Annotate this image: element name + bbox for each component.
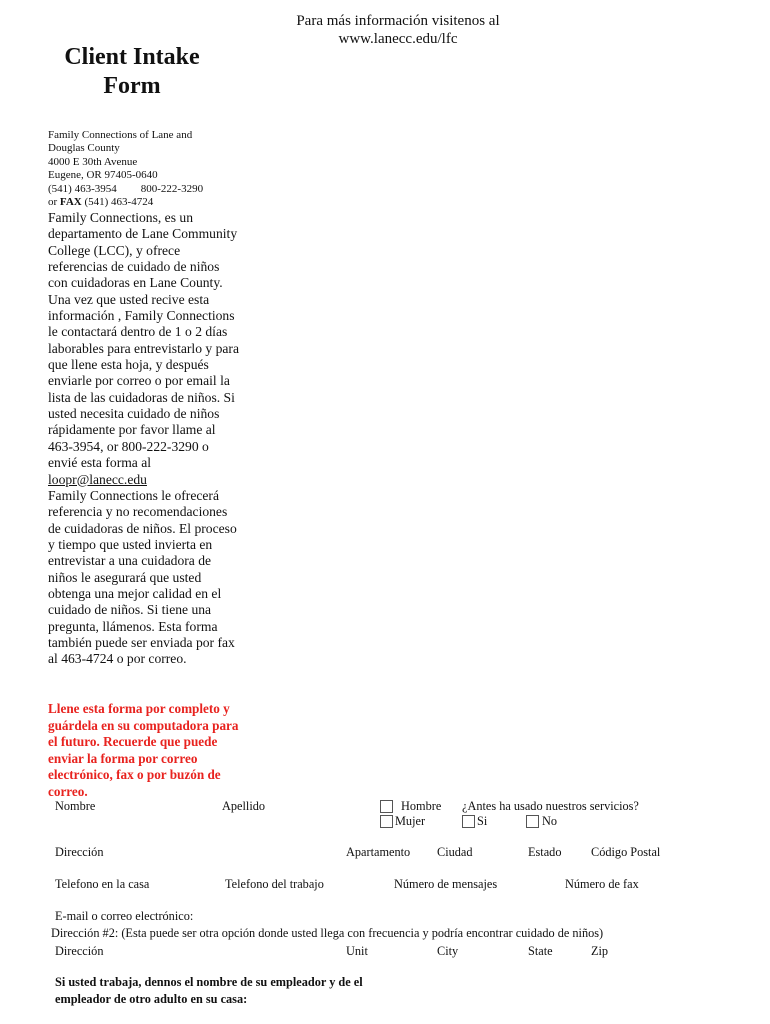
form-title	[48, 43, 216, 101]
fax-label: FAX	[59, 196, 82, 209]
estado-label: Estado	[528, 845, 562, 859]
address-line: Douglas County	[48, 142, 120, 155]
si-label: Si	[477, 814, 488, 828]
direccion-label: Dirección	[55, 845, 104, 859]
address-line: 4000 E 30th Avenue	[48, 155, 138, 168]
address-block	[48, 129, 248, 209]
info-line: Para más información visitenos al	[296, 13, 500, 29]
tollfree-number: 800-222-3290	[140, 182, 204, 195]
fax-number: (541) 463-4724	[84, 196, 154, 209]
intro-paragraph: Family Connections le ofrecerá referencia y no recomendaciones de cuidadoras de niños. El proceso y tiempo que usted invierta en entrevistar a una cuidadora de niños le asegurará que usted obtenga una mejor calidad en el cuidado de niños. Si tiene una pregunta, llámenos. Esta forma también puede ser enviada por fax al 463-4724 o por correo.	[48, 487, 237, 667]
apartamento-label: Apartamento	[346, 845, 411, 859]
ciudad-label: Ciudad	[437, 845, 473, 859]
phone-line	[48, 183, 248, 196]
email-link[interactable]: loopr@lanecc.edu	[48, 471, 147, 487]
website-info	[230, 12, 566, 48]
no-checkbox[interactable]	[526, 815, 539, 828]
zip-label: Zip	[591, 944, 609, 958]
fax-line	[48, 196, 248, 209]
fax-prefix: or	[48, 196, 58, 209]
employer-question: Si usted trabaja, dennos el nombre de su empleador y de el empleador de otro adulto en su casa:	[55, 975, 363, 1006]
form-title-line2: Form	[103, 73, 161, 99]
address-line: Family Connections of Lane and	[48, 129, 193, 141]
address-line: Eugene, OR 97405-0640	[48, 169, 158, 182]
numero-mensajes-label: Número de mensajes	[394, 877, 498, 891]
telefono-trabajo-label: Telefono del trabajo	[225, 877, 324, 891]
city-label: City	[437, 944, 459, 958]
save-instructions: Llene esta forma por completo y guárdela en su computadora para el futuro. Recuerde que puede enviar la forma por correo electrónico, fax o por buzón de correo.	[48, 701, 239, 799]
website-url[interactable]: www.lanecc.edu/lfc	[338, 31, 458, 47]
previous-services-question: ¿Antes ha usado nuestros servicios?	[462, 799, 639, 813]
mujer-checkbox[interactable]	[380, 815, 393, 828]
mujer-label: Mujer	[395, 814, 426, 828]
no-label: No	[542, 814, 558, 828]
hombre-label: Hombre	[401, 799, 442, 813]
email-label: E-mail o correo electrónico:	[55, 909, 194, 923]
state-label: State	[528, 944, 553, 958]
direccion2-label: Dirección	[55, 944, 104, 958]
hombre-checkbox[interactable]	[380, 800, 393, 813]
si-checkbox[interactable]	[462, 815, 475, 828]
form-title-line1: Client Intake	[64, 44, 200, 70]
direccion2-note: Dirección #2: (Esta puede ser otra opción donde usted llega con frecuencia y podría encontrar cuidado de niños)	[51, 926, 604, 940]
codigo-postal-label: Código Postal	[591, 845, 661, 859]
nombre-label: Nombre	[55, 799, 96, 813]
intro-paragraph: Family Connections, es un departamento de Lane Community College (LCC), y ofrece referencias de cuidado de niños con cuidadoras en Lane County. Una vez que usted recive esta información , Family Connections le contactará dentro de 1 o 2 días laborables para entrevistarlo y para que llene esta hoja, y después enviarle por correo o por email la lista de las cuidadoras de niños. Si usted necesita cuidado de niños rápidamente por favor llame al 463-3954, or 800-222-3290 o envié esta forma al	[48, 210, 239, 471]
phone-number: (541) 463-3954	[48, 182, 117, 195]
intro-text	[48, 210, 240, 668]
apellido-label: Apellido	[222, 799, 266, 813]
unit-label: Unit	[346, 944, 368, 958]
numero-fax-label: Número de fax	[565, 877, 639, 891]
telefono-casa-label: Telefono en la casa	[55, 877, 150, 891]
